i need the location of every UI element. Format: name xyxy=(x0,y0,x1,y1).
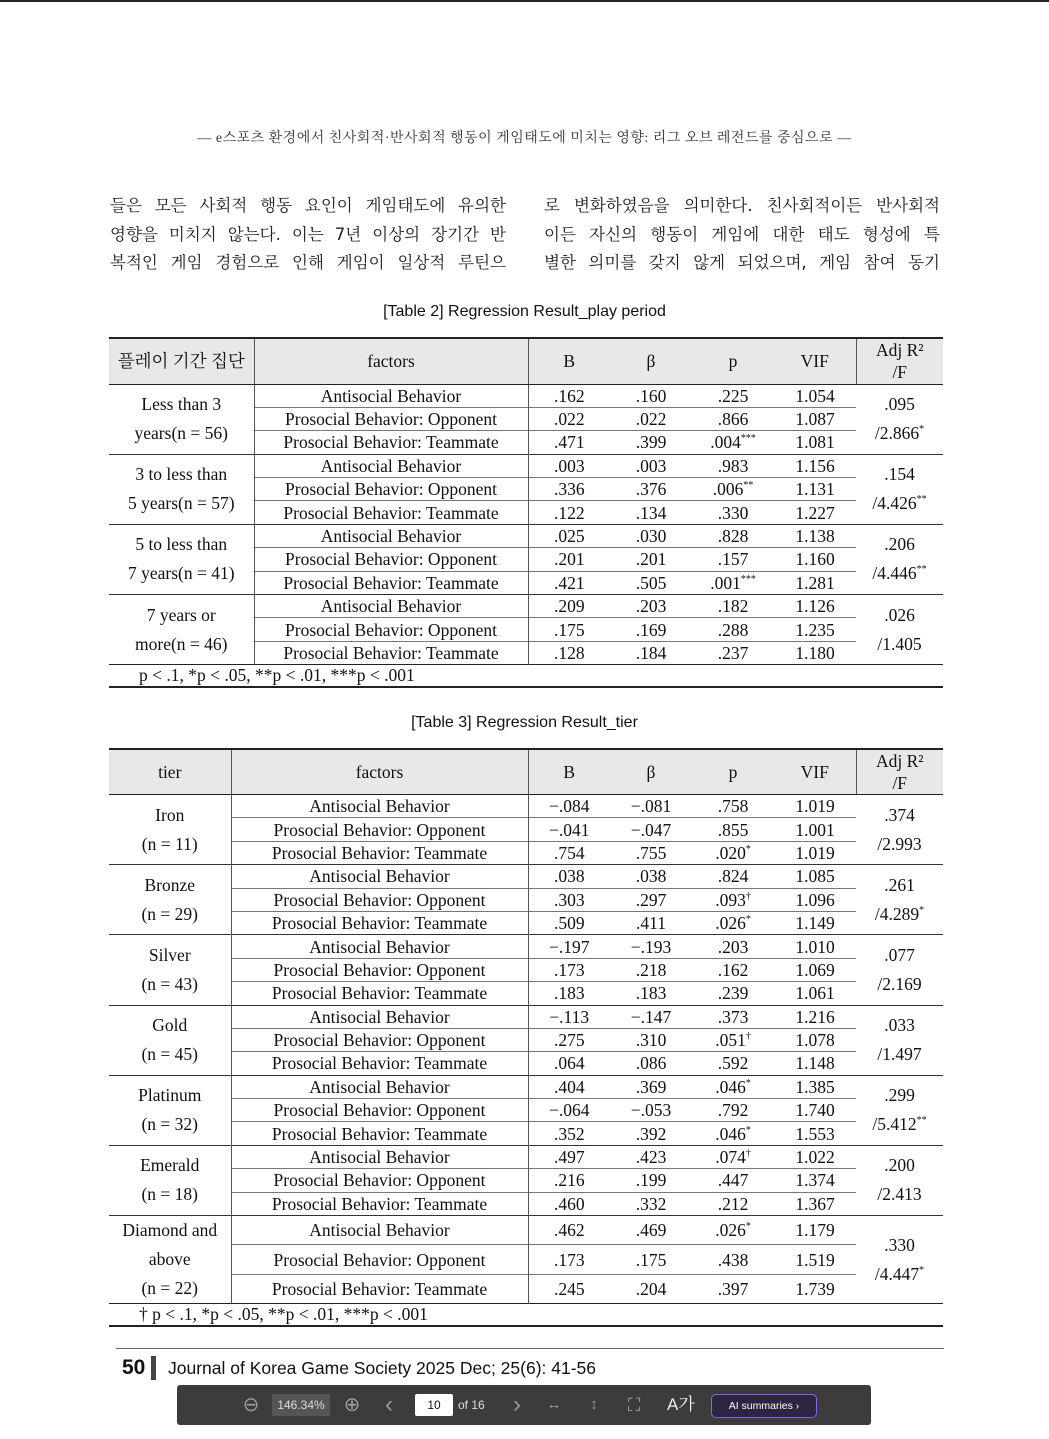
beta-cell: .199 xyxy=(610,1169,692,1192)
p-cell: .792 xyxy=(692,1099,774,1122)
adj-r2-f-cell: .154 /4.426** xyxy=(856,454,943,524)
group-label: 5 to less than 7 years(n = 41) xyxy=(109,524,254,594)
p-cell: .855 xyxy=(692,818,774,841)
header-vif: VIF xyxy=(774,338,856,384)
table-row xyxy=(109,818,943,841)
vif-cell: 1.553 xyxy=(774,1122,856,1145)
beta-cell: .203 xyxy=(610,595,692,618)
beta-cell: .038 xyxy=(610,865,692,888)
body-text-left xyxy=(110,192,506,278)
running-head: — e스포츠 환경에서 친사회적·반사회적 행동이 게임태도에 미치는 영향: 리그 오브 레전드를 중심으로 — xyxy=(197,131,852,146)
b-cell: .038 xyxy=(528,865,610,888)
group-label: Iron (n = 11) xyxy=(109,795,231,865)
factor-cell: Prosocial Behavior: Opponent xyxy=(254,618,528,641)
factor-cell: Prosocial Behavior: Opponent xyxy=(231,1028,528,1051)
beta-cell: .204 xyxy=(610,1274,692,1303)
p-cell: .093† xyxy=(692,888,774,911)
beta-cell: −.081 xyxy=(610,795,692,818)
b-cell: .303 xyxy=(528,888,610,911)
beta-cell: .369 xyxy=(610,1075,692,1098)
beta-cell: .399 xyxy=(610,431,692,454)
vif-cell: 1.019 xyxy=(774,841,856,864)
body-line: 별한 의미를 갖지 않게 되었으며, 게임 참여 동기 xyxy=(544,253,940,272)
header-b: B xyxy=(528,338,610,384)
factor-cell: Prosocial Behavior: Opponent xyxy=(254,548,528,571)
vif-cell: 1.096 xyxy=(774,888,856,911)
factor-cell: Prosocial Behavior: Teammate xyxy=(254,501,528,524)
table3-caption: [Table 3] Regression Result_tier xyxy=(411,714,638,731)
b-cell: .471 xyxy=(528,431,610,454)
factor-cell: Prosocial Behavior: Opponent xyxy=(231,888,528,911)
header-beta: β xyxy=(610,749,692,795)
beta-cell: .022 xyxy=(610,407,692,430)
p-cell: .828 xyxy=(692,524,774,547)
factor-cell: Prosocial Behavior: Teammate xyxy=(231,982,528,1005)
beta-cell: .755 xyxy=(610,841,692,864)
vif-cell: 1.227 xyxy=(774,501,856,524)
header-group: 플레이 기간 집단 xyxy=(109,338,254,384)
p-cell: .182 xyxy=(692,595,774,618)
b-cell: .201 xyxy=(528,548,610,571)
group-label: Diamond and above (n = 22) xyxy=(109,1216,231,1304)
body-line: 로 변화하였음을 의미한다. 친사회적이든 반사회적 xyxy=(544,196,940,215)
beta-cell: .169 xyxy=(610,618,692,641)
b-cell: .754 xyxy=(528,841,610,864)
vif-cell: 1.160 xyxy=(774,548,856,571)
p-cell: .074† xyxy=(692,1145,774,1168)
p-cell: .239 xyxy=(692,982,774,1005)
page-number: 50 xyxy=(122,1356,156,1380)
b-cell: .336 xyxy=(528,478,610,501)
table-note: † p < .1, *p < .05, **p < .01, ***p < .001 xyxy=(109,1304,943,1326)
adj-r2-f-cell: .095 /2.866* xyxy=(856,384,943,454)
p-cell: .225 xyxy=(692,384,774,407)
header-vif: VIF xyxy=(774,749,856,795)
next-page-icon[interactable]: › xyxy=(513,1391,521,1418)
factor-cell: Prosocial Behavior: Opponent xyxy=(231,1245,528,1274)
beta-cell: .184 xyxy=(610,641,692,664)
b-cell: .025 xyxy=(528,524,610,547)
p-cell: .758 xyxy=(692,795,774,818)
b-cell: .022 xyxy=(528,407,610,430)
journal-citation: Journal of Korea Game Society 2025 Dec; 25(6): 41-56 xyxy=(168,1358,597,1378)
vif-cell: 1.374 xyxy=(774,1169,856,1192)
b-cell: −.113 xyxy=(528,1005,610,1028)
vif-cell: 1.085 xyxy=(774,865,856,888)
beta-cell: −.047 xyxy=(610,818,692,841)
vif-cell: 1.010 xyxy=(774,935,856,958)
table2 xyxy=(109,337,943,688)
p-cell: .046* xyxy=(692,1122,774,1145)
vif-cell: 1.179 xyxy=(774,1216,856,1245)
beta-cell: .086 xyxy=(610,1052,692,1075)
factor-cell: Antisocial Behavior xyxy=(254,384,528,407)
b-cell: .404 xyxy=(528,1075,610,1098)
table-row xyxy=(109,911,943,934)
factor-cell: Prosocial Behavior: Teammate xyxy=(254,571,528,594)
table-row xyxy=(109,384,943,407)
b-cell: .421 xyxy=(528,571,610,594)
beta-cell: .411 xyxy=(610,911,692,934)
adj-r2-f-cell: .261 /4.289* xyxy=(856,865,943,935)
group-label: Silver (n = 43) xyxy=(109,935,231,1005)
table2-caption: [Table 2] Regression Result_play period xyxy=(383,303,666,320)
vif-cell: 1.087 xyxy=(774,407,856,430)
body-line: 복적인 게임 경험으로 인해 게임이 일상적 루틴으 xyxy=(110,253,506,272)
p-cell: .447 xyxy=(692,1169,774,1192)
p-cell: .592 xyxy=(692,1052,774,1075)
p-cell: .006** xyxy=(692,478,774,501)
vif-cell: 1.180 xyxy=(774,641,856,664)
table-row xyxy=(109,1005,943,1028)
group-label: Less than 3 years(n = 56) xyxy=(109,384,254,454)
table-row xyxy=(109,1192,943,1215)
b-cell: .003 xyxy=(528,454,610,477)
p-cell: .203 xyxy=(692,935,774,958)
header-group: tier xyxy=(109,749,231,795)
factor-cell: Antisocial Behavior xyxy=(254,454,528,477)
beta-cell: .297 xyxy=(610,888,692,911)
p-cell: .046* xyxy=(692,1075,774,1098)
b-cell: −.084 xyxy=(528,795,610,818)
p-cell: .212 xyxy=(692,1192,774,1215)
factor-cell: Prosocial Behavior: Teammate xyxy=(231,1192,528,1215)
vif-cell: 1.281 xyxy=(774,571,856,594)
header-p: p xyxy=(692,338,774,384)
zoom-level[interactable]: 146.34% xyxy=(272,1394,330,1416)
b-cell: −.197 xyxy=(528,935,610,958)
p-cell: .866 xyxy=(692,407,774,430)
fit-page-icon[interactable]: ↕ xyxy=(590,1396,598,1413)
previous-page-icon[interactable]: ‹ xyxy=(385,1391,393,1418)
adj-r2-f-cell: .206 /4.446** xyxy=(856,524,943,594)
beta-cell: .469 xyxy=(610,1216,692,1245)
vif-cell: 1.740 xyxy=(774,1099,856,1122)
beta-cell: .183 xyxy=(610,982,692,1005)
beta-cell: .332 xyxy=(610,1192,692,1215)
beta-cell: .310 xyxy=(610,1028,692,1051)
beta-cell: .003 xyxy=(610,454,692,477)
header-adj-r2: Adj R² /F xyxy=(856,749,943,795)
table-row xyxy=(109,958,943,981)
vif-cell: 1.138 xyxy=(774,524,856,547)
header-beta: β xyxy=(610,338,692,384)
page-count: of 16 xyxy=(458,1398,485,1412)
group-label: Bronze (n = 29) xyxy=(109,865,231,935)
factor-cell: Prosocial Behavior: Teammate xyxy=(254,641,528,664)
table-row xyxy=(109,935,943,958)
p-cell: .373 xyxy=(692,1005,774,1028)
p-cell: .026* xyxy=(692,911,774,934)
b-cell: .209 xyxy=(528,595,610,618)
factor-cell: Antisocial Behavior xyxy=(254,595,528,618)
header-factors: factors xyxy=(231,749,528,795)
p-cell: .157 xyxy=(692,548,774,571)
table-row xyxy=(109,1122,943,1145)
beta-cell: −.147 xyxy=(610,1005,692,1028)
beta-cell: .201 xyxy=(610,548,692,571)
vif-cell: 1.019 xyxy=(774,795,856,818)
factor-cell: Prosocial Behavior: Teammate xyxy=(231,1122,528,1145)
vif-cell: 1.519 xyxy=(774,1245,856,1274)
beta-cell: .376 xyxy=(610,478,692,501)
table-row xyxy=(109,982,943,1005)
table-row xyxy=(109,1028,943,1051)
adj-r2-f-cell: .077 /2.169 xyxy=(856,935,943,1005)
factor-cell: Prosocial Behavior: Opponent xyxy=(254,407,528,430)
factor-cell: Antisocial Behavior xyxy=(231,795,528,818)
vif-cell: 1.126 xyxy=(774,595,856,618)
factor-cell: Prosocial Behavior: Opponent xyxy=(231,818,528,841)
vif-cell: 1.069 xyxy=(774,958,856,981)
group-label: 3 to less than 5 years(n = 57) xyxy=(109,454,254,524)
b-cell: .162 xyxy=(528,384,610,407)
pdf-viewer-toolbar xyxy=(177,1385,871,1425)
table-row xyxy=(109,595,943,618)
beta-cell: .423 xyxy=(610,1145,692,1168)
vif-cell: 1.148 xyxy=(774,1052,856,1075)
vif-cell: 1.216 xyxy=(774,1005,856,1028)
page-number-input[interactable]: 10 xyxy=(415,1394,453,1416)
b-cell: .497 xyxy=(528,1145,610,1168)
ai-summaries-button[interactable]: AI summaries › xyxy=(711,1394,817,1418)
p-cell: .824 xyxy=(692,865,774,888)
factor-cell: Prosocial Behavior: Opponent xyxy=(231,1169,528,1192)
vif-cell: 1.131 xyxy=(774,478,856,501)
beta-cell: .505 xyxy=(610,571,692,594)
adj-r2-f-cell: .026 /1.405 xyxy=(856,595,943,665)
vif-cell: 1.149 xyxy=(774,911,856,934)
table-row xyxy=(109,865,943,888)
p-cell: .288 xyxy=(692,618,774,641)
beta-cell: .134 xyxy=(610,501,692,524)
vif-cell: 1.054 xyxy=(774,384,856,407)
factor-cell: Prosocial Behavior: Teammate xyxy=(254,431,528,454)
beta-cell: .218 xyxy=(610,958,692,981)
factor-cell: Antisocial Behavior xyxy=(254,524,528,547)
b-cell: .175 xyxy=(528,618,610,641)
p-cell: .330 xyxy=(692,501,774,524)
beta-cell: −.193 xyxy=(610,935,692,958)
table-row xyxy=(109,1052,943,1075)
group-label: Platinum (n = 32) xyxy=(109,1075,231,1145)
factor-cell: Antisocial Behavior xyxy=(231,1005,528,1028)
factor-cell: Prosocial Behavior: Opponent xyxy=(231,1099,528,1122)
vif-cell: 1.385 xyxy=(774,1075,856,1098)
beta-cell: .175 xyxy=(610,1245,692,1274)
beta-cell: −.053 xyxy=(610,1099,692,1122)
b-cell: .245 xyxy=(528,1274,610,1303)
footer-rule xyxy=(116,1348,944,1349)
header-b: B xyxy=(528,749,610,795)
p-cell: .162 xyxy=(692,958,774,981)
b-cell: .509 xyxy=(528,911,610,934)
adj-r2-f-cell: .374 /2.993 xyxy=(856,795,943,865)
vif-cell: 1.156 xyxy=(774,454,856,477)
table-row xyxy=(109,1245,943,1274)
table-row xyxy=(109,1274,943,1303)
factor-cell: Antisocial Behavior xyxy=(231,1145,528,1168)
table-row xyxy=(109,888,943,911)
group-label: Emerald (n = 18) xyxy=(109,1145,231,1215)
table-row xyxy=(109,841,943,864)
factor-cell: Antisocial Behavior xyxy=(231,935,528,958)
p-cell: .237 xyxy=(692,641,774,664)
vif-cell: 1.081 xyxy=(774,431,856,454)
header-adj-r2: Adj R² /F xyxy=(856,338,943,384)
b-cell: .352 xyxy=(528,1122,610,1145)
b-cell: .216 xyxy=(528,1169,610,1192)
b-cell: .173 xyxy=(528,1245,610,1274)
factor-cell: Prosocial Behavior: Opponent xyxy=(254,478,528,501)
group-label: 7 years or more(n = 46) xyxy=(109,595,254,665)
adj-r2-f-cell: .033 /1.497 xyxy=(856,1005,943,1075)
b-cell: .275 xyxy=(528,1028,610,1051)
beta-cell: .160 xyxy=(610,384,692,407)
b-cell: .462 xyxy=(528,1216,610,1245)
factor-cell: Antisocial Behavior xyxy=(231,1075,528,1098)
b-cell: .128 xyxy=(528,641,610,664)
b-cell: −.064 xyxy=(528,1099,610,1122)
factor-cell: Prosocial Behavior: Teammate xyxy=(231,911,528,934)
body-text-right xyxy=(544,192,940,278)
vif-cell: 1.367 xyxy=(774,1192,856,1215)
beta-cell: .392 xyxy=(610,1122,692,1145)
b-cell: −.041 xyxy=(528,818,610,841)
table-row xyxy=(109,1075,943,1098)
adj-r2-f-cell: .330 /4.447* xyxy=(856,1216,943,1304)
top-rule xyxy=(0,0,1049,2)
factor-cell: Antisocial Behavior xyxy=(231,1216,528,1245)
fit-width-icon[interactable]: ↔ xyxy=(546,1396,562,1413)
p-cell: .983 xyxy=(692,454,774,477)
table-row xyxy=(109,795,943,818)
adj-r2-f-cell: .200 /2.413 xyxy=(856,1145,943,1215)
zoom-out-icon[interactable]: ⊖ xyxy=(242,1394,260,1416)
factor-cell: Antisocial Behavior xyxy=(231,865,528,888)
body-line: 영향을 미치지 않는다. 이는 7년 이상의 장기간 반 xyxy=(110,224,506,244)
beta-cell: .030 xyxy=(610,524,692,547)
factor-cell: Prosocial Behavior: Teammate xyxy=(231,1274,528,1303)
vif-cell: 1.739 xyxy=(774,1274,856,1303)
header-factors: factors xyxy=(254,338,528,384)
vif-cell: 1.061 xyxy=(774,982,856,1005)
vif-cell: 1.022 xyxy=(774,1145,856,1168)
zoom-in-icon[interactable]: ⊕ xyxy=(343,1394,361,1416)
factor-cell: Prosocial Behavior: Teammate xyxy=(231,841,528,864)
translate-icon[interactable]: A가 xyxy=(667,1395,695,1414)
table-note: p < .1, *p < .05, **p < .01, ***p < .001 xyxy=(109,665,943,687)
b-cell: .064 xyxy=(528,1052,610,1075)
b-cell: .122 xyxy=(528,501,610,524)
body-line: 들은 모든 사회적 행동 요인이 게임태도에 유의한 xyxy=(110,196,506,215)
p-cell: .397 xyxy=(692,1274,774,1303)
p-cell: .438 xyxy=(692,1245,774,1274)
p-cell: .026* xyxy=(692,1216,774,1245)
p-cell: .051† xyxy=(692,1028,774,1051)
vif-cell: 1.235 xyxy=(774,618,856,641)
adj-r2-f-cell: .299 /5.412** xyxy=(856,1075,943,1145)
b-cell: .460 xyxy=(528,1192,610,1215)
group-label: Gold (n = 45) xyxy=(109,1005,231,1075)
header-p: p xyxy=(692,749,774,795)
table-row xyxy=(109,1169,943,1192)
factor-cell: Prosocial Behavior: Opponent xyxy=(231,958,528,981)
table-row xyxy=(109,524,943,547)
vif-cell: 1.001 xyxy=(774,818,856,841)
p-cell: .001*** xyxy=(692,571,774,594)
table-row xyxy=(109,1216,943,1245)
b-cell: .173 xyxy=(528,958,610,981)
body-line: 이든 자신의 행동이 게임에 대한 태도 형성에 특 xyxy=(544,224,940,244)
p-cell: .004*** xyxy=(692,431,774,454)
b-cell: .183 xyxy=(528,982,610,1005)
table-row xyxy=(109,1145,943,1168)
table-row xyxy=(109,454,943,477)
p-cell: .020* xyxy=(692,841,774,864)
fullscreen-icon[interactable]: ⛶ xyxy=(627,1395,641,1415)
factor-cell: Prosocial Behavior: Teammate xyxy=(231,1052,528,1075)
vif-cell: 1.078 xyxy=(774,1028,856,1051)
table3 xyxy=(109,748,943,1327)
table-row xyxy=(109,1099,943,1122)
